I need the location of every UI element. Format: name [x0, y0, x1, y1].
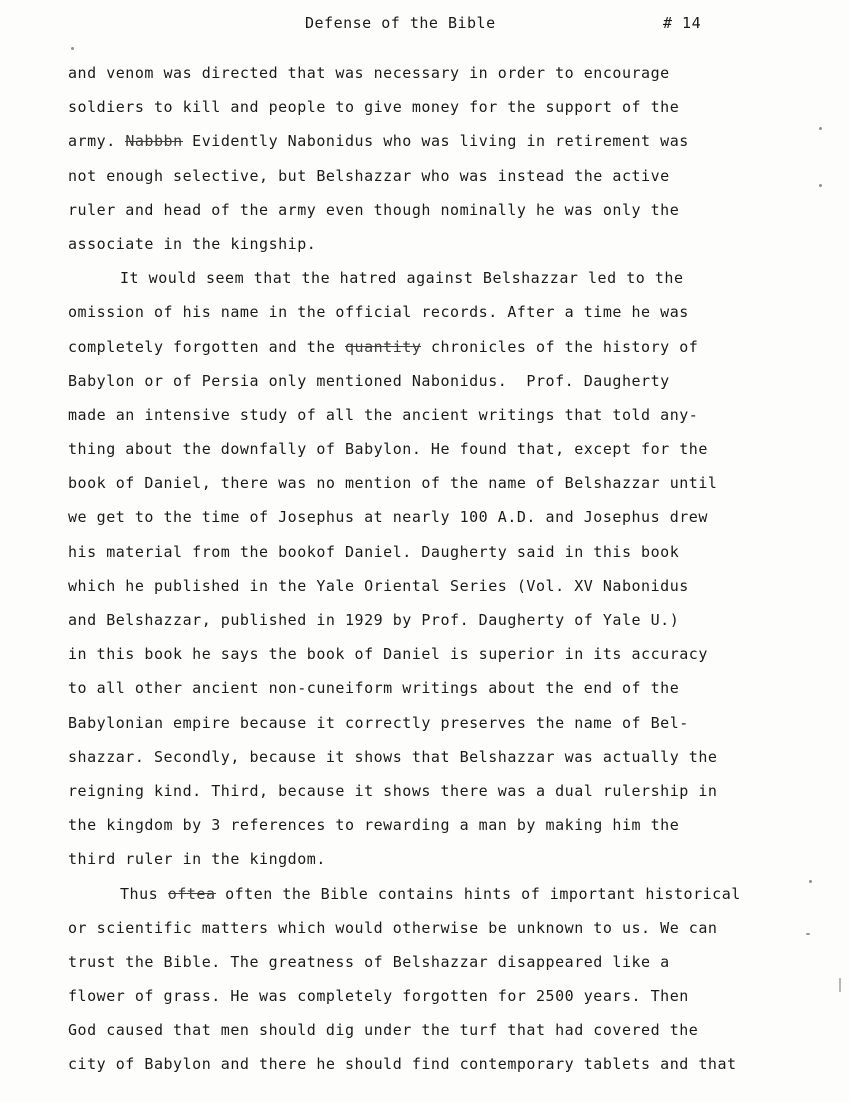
scan-speck	[71, 47, 74, 50]
text-line: we get to the time of Josephus at nearly 100 A.D. and Josephus drew	[68, 508, 708, 527]
text-line: Babylonian empire because it correctly preserves the name of Bel-	[68, 713, 689, 732]
scan-edge-mark	[839, 978, 841, 992]
struck-word: oftea	[167, 884, 216, 903]
text-line: Babylon or of Persia only mentioned Nabonidus. Prof. Daugherty	[68, 371, 670, 390]
text-line-with-strikeout: completely forgotten and the quantity chronicles of the history of	[68, 337, 699, 356]
text-line: shazzar. Secondly, because it shows that Belshazzar was actually the	[68, 747, 718, 766]
text-line: not enough selective, but Belshazzar who was instead the active	[68, 166, 670, 185]
scan-speck	[806, 933, 810, 935]
text-line: in this book he says the book of Daniel is superior in its accuracy	[68, 645, 708, 664]
text-line: the kingdom by 3 references to rewarding a man by making him the	[68, 816, 680, 835]
text-line: which he published in the Yale Oriental Series (Vol. XV Nabonidus	[68, 576, 689, 595]
text-line-with-strikeout: army. Nabbbn Evidently Nabonidus who was living in retirement was	[68, 132, 689, 151]
scan-speck	[819, 184, 822, 187]
text-line: God caused that men should dig under the turf that had covered the	[68, 1021, 699, 1040]
scan-speck	[819, 127, 822, 130]
page-number: # 14	[663, 14, 702, 32]
text-line: city of Babylon and there he should find contemporary tablets and that	[68, 1055, 737, 1074]
text-line: or scientific matters which would otherwise be unknown to us. We can	[68, 918, 718, 937]
page-title: Defense of the Bible	[305, 14, 496, 32]
text-line: trust the Bible. The greatness of Belshazzar disappeared like a	[68, 952, 670, 971]
text-line: third ruler in the kingdom.	[68, 850, 326, 869]
text-line: It would seem that the hatred against Belshazzar led to the	[120, 269, 684, 288]
text-line: to all other ancient non-cuneiform writings about the end of the	[68, 679, 680, 698]
scan-speck	[809, 880, 812, 883]
struck-word: quantity	[344, 337, 422, 356]
text-line: and venom was directed that was necessary in order to encourage	[68, 64, 670, 82]
text-line: made an intensive study of all the ancient writings that told any-	[68, 405, 699, 424]
text-line: soldiers to kill and people to give money for the support of the	[68, 98, 680, 117]
text-line: omission of his name in the official records. After a time he was	[68, 303, 689, 322]
text-line: and Belshazzar, published in 1929 by Prof. Daugherty of Yale U.)	[68, 611, 680, 629]
text-line: his material from the bookof Daniel. Daugherty said in this book	[68, 542, 680, 561]
text-line: thing about the downfally of Babylon. He found that, except for the	[68, 440, 708, 459]
text-line-with-strikeout: Thus oftea often the Bible contains hints of important historical	[120, 884, 741, 903]
text-line: associate in the kingship.	[68, 234, 317, 253]
struck-word: Nabbbn	[125, 132, 183, 151]
page-header	[0, 14, 849, 38]
text-line: reigning kind. Third, because it shows there was a dual rulership in	[68, 781, 718, 800]
text-line: book of Daniel, there was no mention of the name of Belshazzar until	[68, 474, 718, 493]
text-line: flower of grass. He was completely forgotten for 2500 years. Then	[68, 987, 689, 1006]
text-line: ruler and head of the army even though nominally he was only the	[68, 200, 680, 219]
document-body	[68, 56, 780, 1082]
